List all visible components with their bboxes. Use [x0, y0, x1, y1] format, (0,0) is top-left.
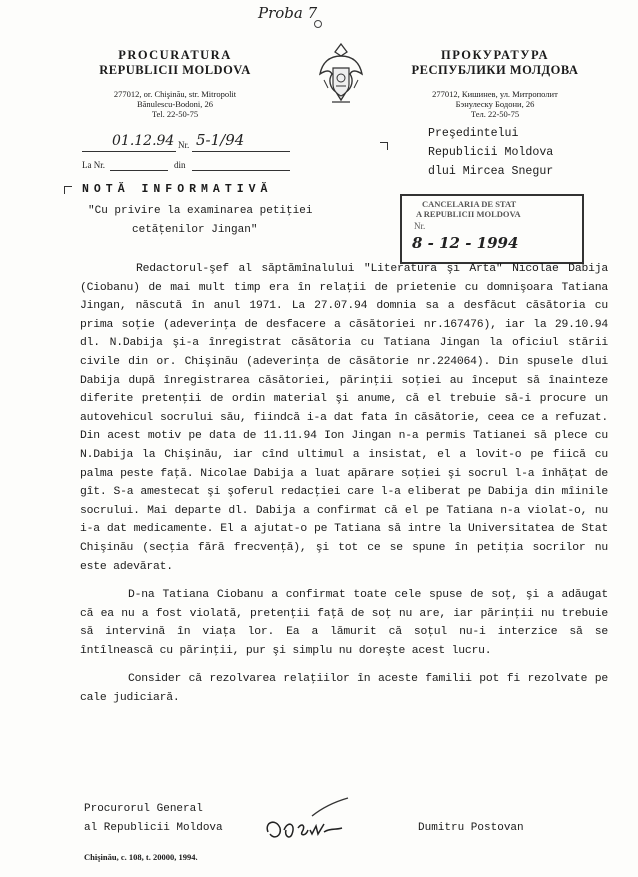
print-footer: Chişinău, c. 108, t. 20000, 1994.	[84, 852, 198, 862]
stamp-date: 8 - 12 - 1994	[412, 234, 519, 252]
stamp-line1: CANCELARIA DE STAT	[422, 199, 517, 209]
stamp-line2: A REPUBLICII MOLDOVA	[416, 209, 521, 219]
header-left-tel: Tel. 22-50-75	[151, 109, 199, 119]
coat-of-arms-emblem	[318, 40, 364, 106]
reference-number-underline	[192, 151, 290, 152]
signature-title-line1: Procurorul General	[84, 803, 203, 815]
addressee-line3: dlui Mircea Snegur	[428, 165, 554, 178]
din-line	[192, 170, 290, 171]
addressee-line2: Republicii Moldova	[428, 146, 554, 159]
hole-punch-mark	[314, 20, 322, 28]
subject-line2: cetăţenilor Jingan"	[132, 224, 258, 236]
header-right-address1: 277012, Кишинев, ул. Митрополит	[432, 89, 558, 99]
body-paragraph-1: Redactorul-şef al săptămînalului "Literatura şi Arta" Nicolae Dabija (Ciobanu) de mai mult timp era în relaţii de prietenie cu domnişoara Tatiana Jingan, născută în anul 1971. La 27.07.94 domnia sa a desfăcut căsătoria cu prima soţie (adeverinţa de desfacere a căsătoriei nr.167476), iar la 29.10.94 dl. N.Dabija şi-a înregistrat căsătoria cu Tatiana Jingan la oficiul stării civile din or. Chişinău (adeverinţa de căsătorie nr.224064). Din spusele dlui Dabija după înregistrarea căsătoriei, părinţii soţiei au început să înainteze diferite pretenţii de ordin material şi anume, că el trebuie să-i procure un autovehicul socrului său, fiindcă i-a dat fata în căsătorie, ceea ce a refuzat. Din acest motiv pe data de 11.11.94 Ion Jingan n-a permis Tatianei să plece cu N.Dabija la Chişinău, iar cînd ultimul a insistat, el a lovit-o pe fiică cu palma peste faţă. Nicolae Dabija a luat apărare soţiei şi socrul l-a înhăţat de gît. S-a amestecat şi şoferul redacţiei care l-a eliberat pe Dabija din mîinile socrului. Mai departe dl. Dabija a confirmat că el pe Tatiana n-a violat-o, nu i-a dat medicamente. El a ajutat-o pe Tatiana să intre la Universitatea de Stat Chişinău (secţia fără frecvenţă), şi tot ce se spune în petiţia socrilor nu este adevărat.	[80, 263, 608, 573]
reference-number: 5-1/94	[196, 131, 245, 149]
stamp-nr-label: Nr.	[414, 221, 426, 231]
header-left-address2: Bănulescu-Bodoni, 26	[136, 99, 214, 109]
handwritten-annotation: Proba 7	[258, 4, 318, 22]
registration-stamp	[400, 194, 584, 264]
reference-date: 01.12.94	[112, 133, 175, 149]
body-text	[80, 260, 608, 708]
header-right-address2: Бэнулеску Бодони, 26	[455, 99, 535, 109]
addressee-line1: Preşedintelui	[428, 127, 519, 140]
corner-mark-right	[380, 142, 388, 150]
reference-nr-label: Nr.	[178, 140, 190, 150]
header-left-line2: REPUBLICII MOLDOVA	[99, 63, 251, 77]
body-paragraph-2: D-na Tatiana Ciobanu a confirmat toate cele spuse de soţ, şi a adăugat că ea nu a fost violată, pretenţii faţă de soţ nu are, iar părinţii nu trebuie să intervină în viaţa lor. Ea a lămurit că soţul nu-i interzice să se întîlnească cu părinţii, pur şi simplu nu doreşte acest lucru.	[80, 589, 608, 657]
corner-mark-left	[64, 186, 72, 194]
signature-title-line2: al Republicii Moldova	[84, 822, 223, 834]
header-right-line1: ПРОКУРАТУРА	[440, 48, 550, 62]
body-paragraph-3: Consider că rezolvarea relaţiilor în aceste familii pot fi rezolvate pe cale judiciară.	[80, 673, 608, 705]
document-title: NOTĂ INFORMATIVĂ	[82, 183, 273, 196]
reference-date-underline	[82, 151, 176, 152]
la-nr-line	[110, 170, 168, 171]
signatory-name: Dumitru Postovan	[418, 822, 524, 834]
header-right-line2: РЕСПУБЛИКИ МОЛДОВА	[411, 63, 579, 77]
header-left-line1: PROCURATURA	[118, 48, 232, 62]
header-left-address1: 277012, or. Chişinău, str. Mitropolit	[113, 89, 237, 99]
la-nr-label: La Nr.	[82, 160, 105, 170]
handwritten-signature	[262, 814, 346, 846]
header-right-tel: Тел. 22-50-75	[470, 109, 520, 119]
din-label: din	[174, 160, 186, 170]
subject-line1: "Cu privire la examinarea petiţiei	[88, 205, 313, 217]
